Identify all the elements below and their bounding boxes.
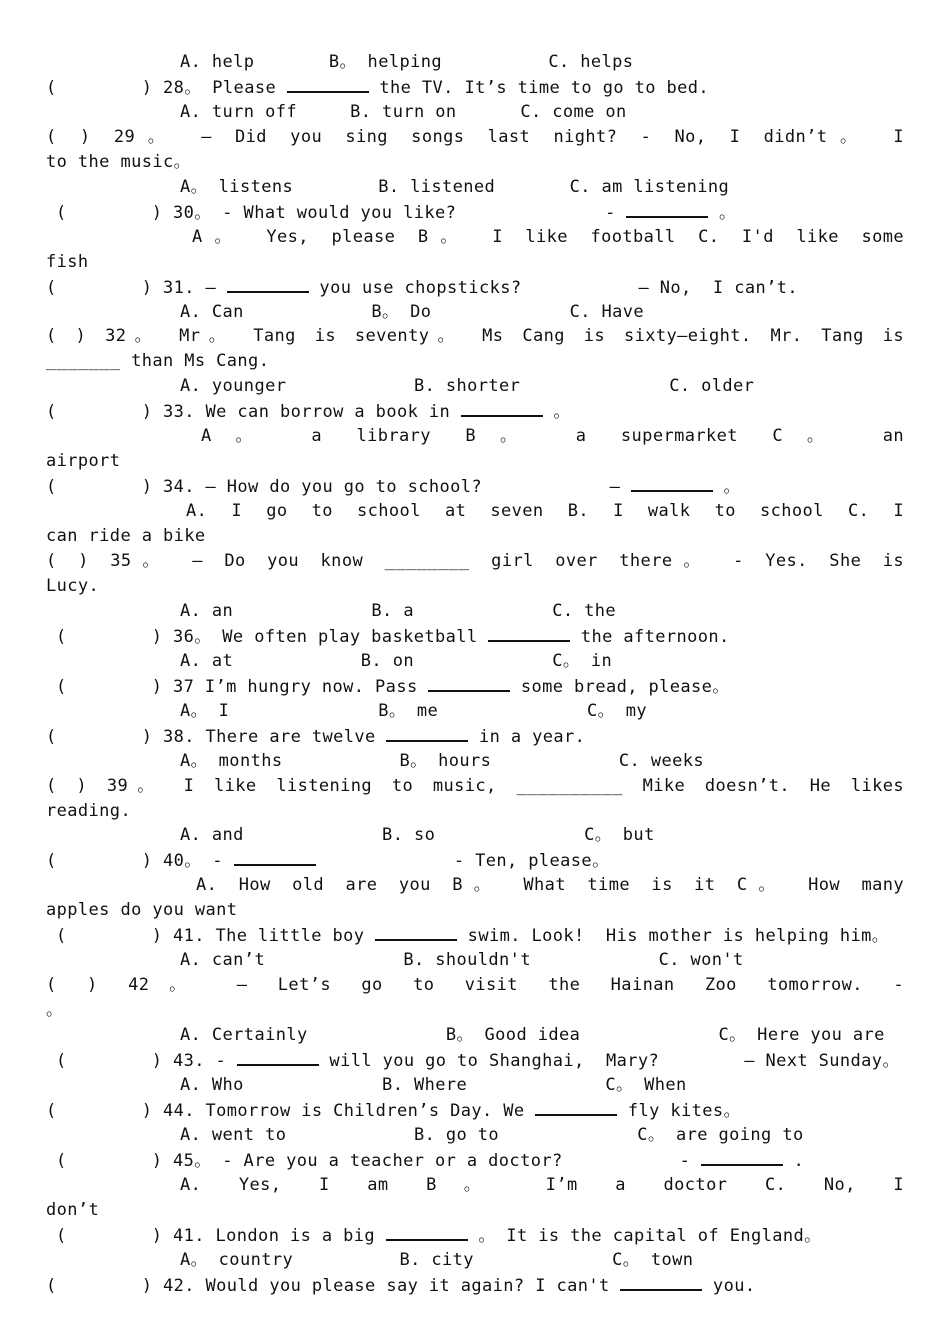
line-text: A. Who B. Where C。 When	[180, 1074, 687, 1095]
line-text: A。 listens B. listened C. am listening	[180, 176, 730, 197]
line-text: A. at B. on C。 in	[180, 650, 613, 671]
worksheet-line	[46, 399, 904, 423]
worksheet-line	[46, 349, 904, 373]
worksheet-line	[46, 873, 904, 897]
worksheet-line	[46, 799, 904, 823]
answer-blank[interactable]	[237, 1048, 319, 1066]
line-text: ( ) 29。 — Did you sing songs last night? - No, I didn’t。 I	[46, 126, 904, 147]
line-text: ( ) 42. Would you please say it again? I can't	[46, 1275, 621, 1296]
answer-blank[interactable]	[375, 923, 457, 941]
answer-blank[interactable]	[227, 275, 309, 293]
line-text: ( ) 30。 - What would you like? -	[56, 202, 627, 223]
line-text: A. Yes, I am B。 I’m a doctor C. No, I	[180, 1174, 904, 1195]
worksheet-line	[46, 624, 904, 648]
answer-blank[interactable]	[620, 1273, 702, 1291]
line-text: apples do you want	[46, 900, 238, 921]
line-text: A。 I B。 me C。 my	[180, 700, 647, 721]
line-text: A. can’t B. shouldn't C. won't	[180, 950, 744, 971]
worksheet-line	[46, 823, 904, 847]
worksheet-line	[46, 175, 904, 199]
answer-blank[interactable]	[287, 75, 369, 93]
worksheet-line	[46, 574, 904, 598]
worksheet-line	[46, 599, 904, 623]
worksheet-line	[46, 848, 904, 872]
line-text: .	[782, 1150, 805, 1171]
line-text: A. Can B。 Do C. Have	[180, 301, 645, 322]
line-text: A. an B. a C. the	[180, 600, 617, 621]
line-text: ( ) 40。 -	[46, 851, 234, 872]
worksheet-line	[46, 948, 904, 972]
worksheet-line	[46, 549, 904, 573]
line-text: A。 a library B。 a supermarket C。 an	[201, 426, 904, 447]
worksheet-line	[46, 100, 904, 124]
answer-blank[interactable]	[631, 474, 713, 492]
worksheet-line	[46, 125, 904, 149]
worksheet-line	[46, 250, 904, 274]
worksheet-line	[46, 499, 904, 523]
answer-blank[interactable]	[535, 1098, 617, 1116]
worksheet-line	[46, 649, 904, 673]
worksheet-line	[46, 1073, 904, 1097]
worksheet-line	[46, 774, 904, 798]
answer-blank[interactable]	[428, 674, 510, 692]
line-text: A. help B。 helping C. helps	[180, 52, 634, 72]
worksheet-line	[46, 374, 904, 398]
answer-blank[interactable]	[386, 1223, 468, 1241]
line-text: 。	[708, 202, 737, 223]
worksheet-line	[46, 1123, 904, 1147]
line-text: ( ) 43. -	[56, 1051, 237, 1071]
line-text: fish	[46, 251, 89, 272]
line-text: ( ) 32。 Mr。 Tang is seventy。 Ms Cang is sixty—eight. Mr. Tang is	[46, 326, 904, 347]
line-text: ( ) 44. Tomorrow is Children’s Day. We	[46, 1100, 536, 1121]
line-text: A. I go to school at seven B. I walk to school C. I	[186, 501, 904, 522]
worksheet-line	[46, 324, 904, 348]
line-text: 。	[542, 402, 571, 423]
worksheet-line	[46, 75, 904, 99]
worksheet-line	[46, 275, 904, 299]
line-text: A。 country B. city C。 town	[180, 1249, 694, 1270]
line-text: ( ) 41. London is a big	[56, 1225, 386, 1246]
worksheet-line	[46, 724, 904, 748]
line-text: ( ) 28。 Please	[46, 77, 287, 98]
worksheet-line	[46, 474, 904, 498]
worksheet-line	[46, 1173, 904, 1197]
worksheet-line	[46, 1248, 904, 1272]
worksheet-line	[46, 898, 904, 922]
worksheet-line	[46, 699, 904, 723]
line-text: will you go to Shanghai, Mary? — Next Sunday。	[318, 1051, 900, 1071]
line-text: ( ) 36。 We often play basketball	[56, 626, 489, 647]
line-text: A. Certainly B。 Good idea C。 Here you are	[180, 1025, 885, 1046]
worksheet-line	[46, 1148, 904, 1172]
worksheet-line	[46, 749, 904, 773]
answer-blank[interactable]	[461, 399, 543, 417]
worksheet-line	[46, 424, 904, 448]
line-text: ( ) 34. — How do you go to school? —	[46, 477, 631, 498]
line-text: swim. Look! His mother is helping him。	[457, 926, 890, 947]
line-text: reading.	[46, 800, 132, 821]
worksheet-line	[46, 200, 904, 224]
line-text: can ride a bike	[46, 526, 206, 547]
worksheet-line	[46, 50, 904, 74]
line-text: A. How old are you B。 What time is it C。 How many	[196, 875, 904, 896]
line-text: in a year.	[468, 726, 586, 747]
line-text: to the music。	[46, 151, 192, 172]
line-text: the afternoon.	[570, 626, 730, 647]
line-text: 。	[712, 477, 741, 498]
worksheet-line	[46, 973, 904, 997]
worksheet-line	[46, 300, 904, 324]
answer-blank[interactable]	[386, 724, 468, 742]
line-text: don’t	[46, 1199, 100, 1220]
line-text: ( ) 37 I’m hungry now. Pass	[56, 676, 429, 697]
worksheet-line	[46, 923, 904, 947]
worksheet-line	[46, 1023, 904, 1047]
answer-blank[interactable]	[701, 1148, 783, 1166]
line-text: 。 It is the capital of England。	[467, 1225, 822, 1246]
answer-blank[interactable]	[626, 200, 708, 218]
line-text: _______ than Ms Cang.	[46, 351, 270, 372]
line-text: airport	[46, 451, 121, 472]
worksheet-line	[46, 1048, 904, 1072]
line-text: 。	[46, 1000, 64, 1021]
line-text: A. younger B. shorter C. older	[180, 376, 755, 397]
answer-blank[interactable]	[234, 848, 316, 866]
line-text: Lucy.	[46, 575, 100, 596]
worksheet-line	[46, 1273, 904, 1297]
line-text: A. and B. so C。 but	[180, 825, 655, 846]
line-text: ( ) 41. The little boy	[56, 926, 376, 947]
worksheet-line	[46, 225, 904, 249]
line-text: - Ten, please。	[315, 851, 610, 872]
answer-blank[interactable]	[488, 624, 570, 642]
worksheet-line	[46, 998, 904, 1022]
line-text: A. went to B. go to C。 are going to	[180, 1124, 804, 1145]
line-text: A。 Yes, please B。 I like football C. I'd like some	[192, 226, 904, 247]
line-text: A。 months B。 hours C. weeks	[180, 750, 705, 771]
line-text: ( ) 33. We can borrow a book in	[46, 402, 461, 423]
line-text: the TV. It’s time to go to bed.	[368, 77, 710, 98]
line-text: ( ) 35。 — Do you know ________ girl over there。 - Yes. She is	[46, 551, 904, 571]
line-text: you use chopsticks? — No, I can’t.	[308, 277, 799, 298]
line-text: you.	[702, 1275, 756, 1296]
line-text: some bread, please。	[510, 676, 730, 697]
worksheet-line	[46, 1098, 904, 1122]
worksheet-line	[46, 1198, 904, 1222]
worksheet-line	[46, 524, 904, 548]
line-text: ( ) 39。 I like listening to music, __________ Mike doesn’t. He likes	[46, 775, 904, 796]
worksheet-line	[46, 150, 904, 174]
line-text: ( ) 38. There are twelve	[46, 726, 387, 747]
worksheet-line	[46, 449, 904, 473]
line-text: fly kites。	[617, 1100, 741, 1121]
worksheet-line	[46, 674, 904, 698]
line-text: A. turn off B. turn on C. come on	[180, 101, 627, 122]
line-text: ( ) 31. —	[46, 277, 227, 298]
line-text: ( ) 42。 — Let’s go to visit the Hainan Zoo tomorrow. -	[46, 975, 904, 996]
worksheet-line	[46, 1223, 904, 1247]
line-text: ( ) 45。 - Are you a teacher or a doctor? -	[56, 1150, 701, 1171]
